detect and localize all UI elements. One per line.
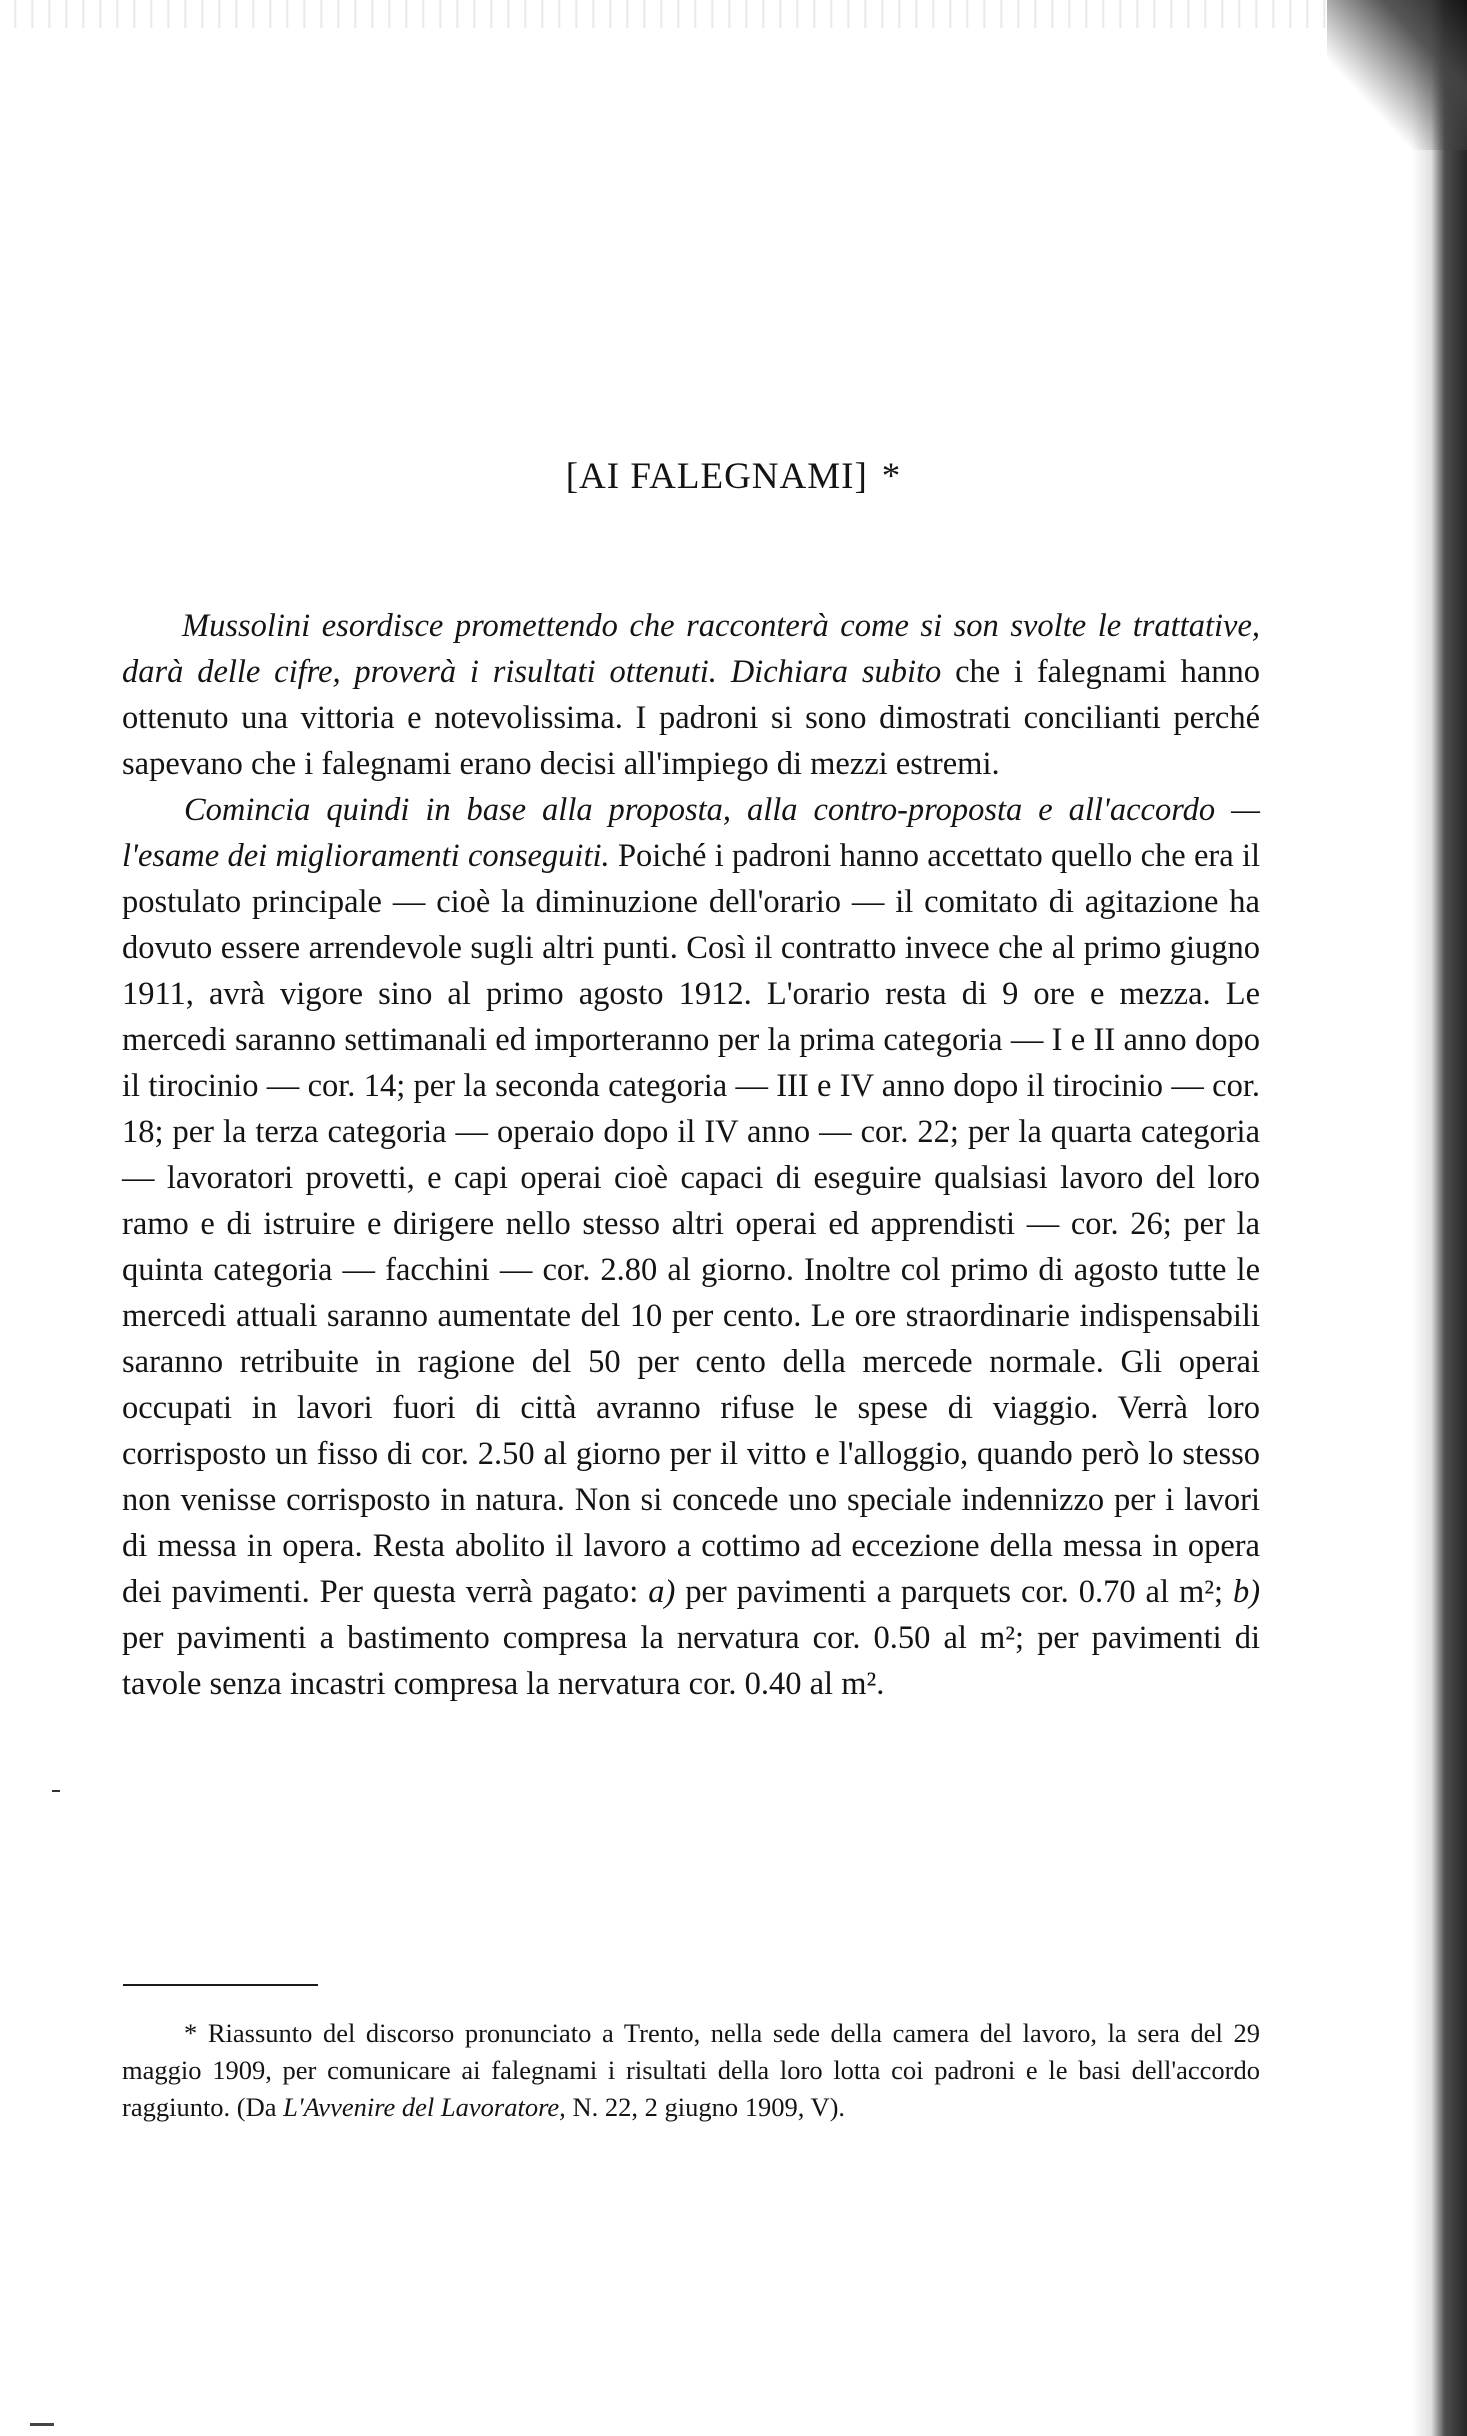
bottom-margin-mark (30, 2423, 54, 2426)
footnote-tail: N. 22, 2 giugno 1909, V). (565, 2092, 846, 2122)
item-b-text: per pavimenti a bastimento compresa la nervatura cor. 0.50 al m²; per pavimenti di tavole senza incastri compresa la nervatura cor. 0.40 al m². (122, 1620, 1260, 1702)
item-b-label: b) (1232, 1574, 1261, 1610)
paragraph-2-italic: Comincia quindi in base alla proposta, alla contro-proposta e all'accordo — l'esame dei miglioramenti conseguiti. (122, 792, 1260, 874)
item-a-label: a) (648, 1574, 676, 1610)
scan-edge-shadow (1412, 0, 1467, 2436)
body-text (122, 603, 1260, 1707)
title-text: [AI FALEGNAMI] (565, 456, 868, 497)
page-title (0, 455, 1467, 498)
scan-noise (0, 0, 1340, 28)
footnote-source: L'Avvenire del Lavoratore, (283, 2092, 566, 2122)
scan-edge-corner (1327, 0, 1467, 150)
paragraph-1 (122, 603, 1260, 787)
footnote-text: * Riassunto del discorso pronunciato a Trento, nella sede della camera del lavoro, la sera del 29 maggio 1909, per comunicare ai falegnami i risultati della loro lotta coi padroni e le basi dell'accordo raggiunto. (Da (122, 2018, 1260, 2122)
paragraph-1-plain: che i falegnami hanno ottenuto una vittoria e notevolissima. I padroni si sono dimostrati concilianti perché sapevano che i falegnami erano decisi all'impiego di mezzi estremi. (122, 654, 1260, 782)
footnote-divider (123, 1984, 318, 1986)
paragraph-2-plain: Poiché i padroni hanno accettato quello che era il postulato principale — cioè la diminuzione dell'orario — il comitato di agitazione ha dovuto essere arrendevole sugli altri punti. Così il contratto invece che al primo giugno 1911, avrà vigore sino al primo agosto 1912. L'orario resta di 9 ore e mezza. Le mercedi saranno settimanali ed importeranno per la prima categoria — I e II anno dopo il tirocinio — cor. 14; per la seconda categoria — III e IV anno dopo il tirocinio — cor. 18; per la terza categoria — operaio dopo il IV anno — cor. 22; per la quarta categoria — lavoratori provetti, e capi operai cioè capaci di eseguire qualsiasi lavoro del loro ramo e di istruire e dirigere nello stesso altri operai ed apprendisti — cor. 26; per la quinta categoria — facchini — cor. 2.80 al giorno. Inoltre col primo di agosto tutte le mercedi attuali saranno aumentate del 10 per cento. Le ore straordinarie indispensabili saranno retribuite in ragione del 50 per cento della mercede normale. Gli operai occupati in lavori fuori di città avranno rifuse le spese di viaggio. Verrà loro corrisposto un fisso di cor. 2.50 al giorno per il vitto e l'alloggio, quando però lo stesso non venisse corrisposto in natura. Non si concede uno speciale indennizzo per i lavori di messa in opera. Resta abolito il lavoro a cottimo ad eccezione della messa in opera dei pavimenti. Per questa verrà pagato: (122, 838, 1260, 1610)
paragraph-2 (122, 787, 1260, 1707)
title-footnote-mark: * (881, 456, 902, 497)
margin-mark (52, 1790, 60, 1792)
footnote (122, 2015, 1260, 2126)
item-a-text: per pavimenti a parquets cor. 0.70 al m²; (675, 1574, 1223, 1610)
paragraph-1-italic: Mussolini esordisce promettendo che racconterà come si son svolte le trattative, darà delle cifre, proverà i risultati ottenuti. Dichiara subito (122, 608, 1260, 690)
